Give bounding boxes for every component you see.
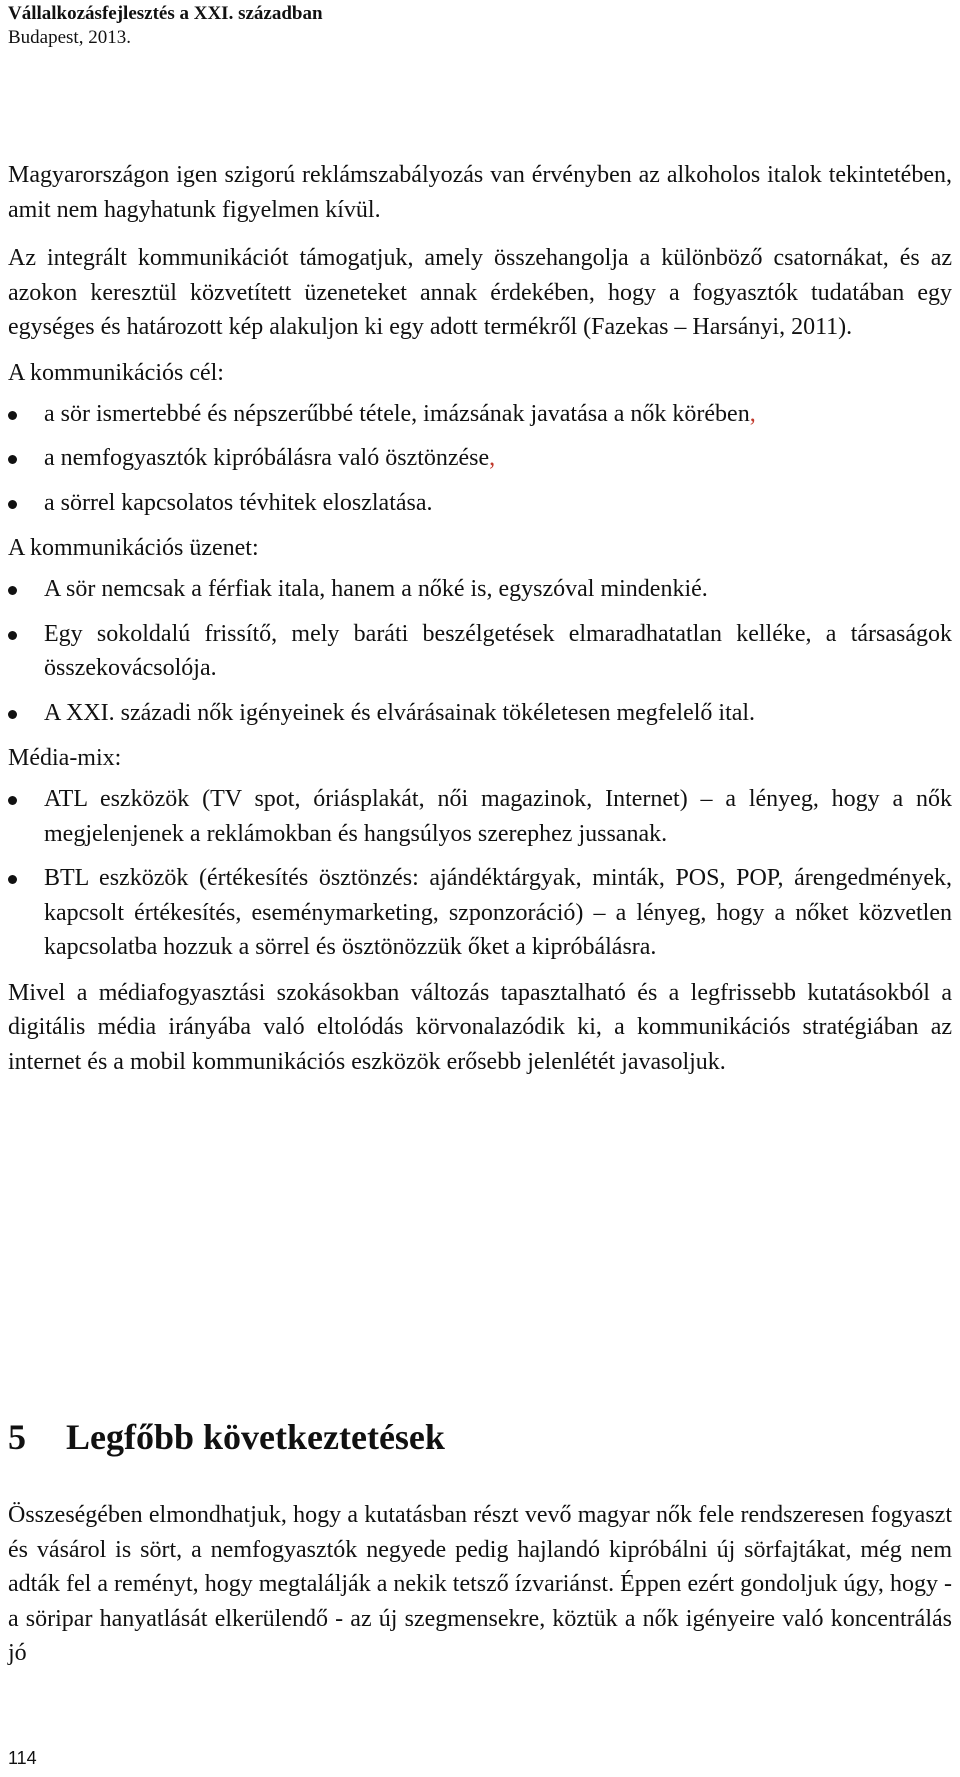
list-item-text: A sör nemcsak a férfiak itala, hanem a nőké is, egyszóval mindenkié. [44,575,708,602]
list-item-text: a nemfogyasztók kipróbálásra való ösztönzése [44,445,490,472]
paragraph-regulation: Magyarországon igen szigorú reklámszabályozás van érvényben az alkoholos italok tekintetében, amit nem hagyhatunk figyelmen kívül. [8,162,952,223]
bullet-icon [8,411,17,420]
paragraph-integrated-communication: Az integrált kommunikációt támogatjuk, amely összehangolja a különböző csatornákat, és az azokon keresztül közvetített üzeneteket annak érdekében, hogy a fogyasztók tudatában egy egységes és határozott kép alakuljon ki egy adott termékről (Fazekas – Harsányi, 2011). [8,245,952,341]
list-item [8,441,952,476]
punctuation-mark: , [489,445,496,472]
list-item-text: ATL eszközök (TV spot, óriásplakát, női magazinok, Internet) – a lényeg, hogy a nők megjelenjenek a reklámokban és hangsúlyos szerephez jussanak. [44,785,952,847]
goals-label: A kommunikációs cél: [8,359,224,386]
section-heading [8,1416,445,1458]
list-item [8,861,952,965]
bullet-icon [8,586,17,595]
section-title: Legfőbb következtetések [66,1417,445,1457]
page-number: 114 [8,1748,37,1768]
media-mix-label: Média-mix: [8,745,122,772]
list-item-text: a sörrel kapcsolatos tévhitek eloszlatása [44,489,427,516]
bullet-icon [8,796,17,805]
header-title: Vállalkozásfejlesztés a XXI. században [8,3,323,24]
bullet-icon [8,455,17,464]
bullet-icon [8,710,17,719]
list-item [8,486,952,521]
bullet-icon [8,631,17,640]
header-place-date: Budapest, 2013. [8,27,131,48]
list-item-text: Egy sokoldalú frissítő, mely baráti beszélgetések elmaradhatatlan kelléke, a társaságok összekovácsolója. [44,620,952,682]
bullet-icon [8,875,17,884]
punctuation-mark: . [426,489,433,516]
list-item [8,617,952,686]
list-item [8,782,952,851]
list-item-text: BTL eszközök (értékesítés ösztönzés: ajándéktárgyak, minták, POS, POP, árengedmények, kapcsolt értékesítés, eseménymarketing, szponzoráció) – a lényeg, hogy a nőket közvetlen kapcsolatba hozzuk a sörrel és ösztönözzük őket a kipróbálásra. [44,865,952,961]
paragraph-media-recommendation: Mivel a médiafogyasztási szokásokban változás tapasztalható és a legfrissebb kutatásokból a digitális média irányába való eltolódás körvonalazódik ki, a kommunikációs stratégiában az internet és a mobil kommunikációs eszközök erősebb jelenlétét javasoljuk. [8,979,952,1076]
list-item-text: A XXI. századi nők igényeinek és elvárásainak tökéletesen megfelelő ital. [44,699,756,726]
list-item [8,397,952,432]
message-label: A kommunikációs üzenet: [8,535,259,562]
punctuation-mark: , [749,400,756,427]
message-list [8,572,952,730]
document-body [8,158,952,1080]
list-item [8,696,952,731]
paragraph-conclusion: Összeségében elmondhatjuk, hogy a kutatásban részt vevő magyar nők fele rendszeresen fogyaszt és vásárol is sört, a nemfogyasztók negyede pedig hajlandó kipróbálni új sörfajtákat, még nem adták fel a reményt, hogy megtalálják a nekik tetsző ízvariánst. Éppen ezért gondoljuk úgy, hogy - a söripar hanyatlását elkerülendő - az új szegmensekre, köztük a nők igényeire való koncentrálás jó [8,1502,952,1667]
running-header [8,2,323,50]
section-number: 5 [8,1417,26,1457]
list-item-text: a sör ismertebbé és népszerűbbé tétele, imázsának javatása a nők körében [44,400,750,427]
bullet-icon [8,500,17,509]
media-mix-list [8,782,952,965]
list-item [8,572,952,607]
goals-list [8,397,952,521]
